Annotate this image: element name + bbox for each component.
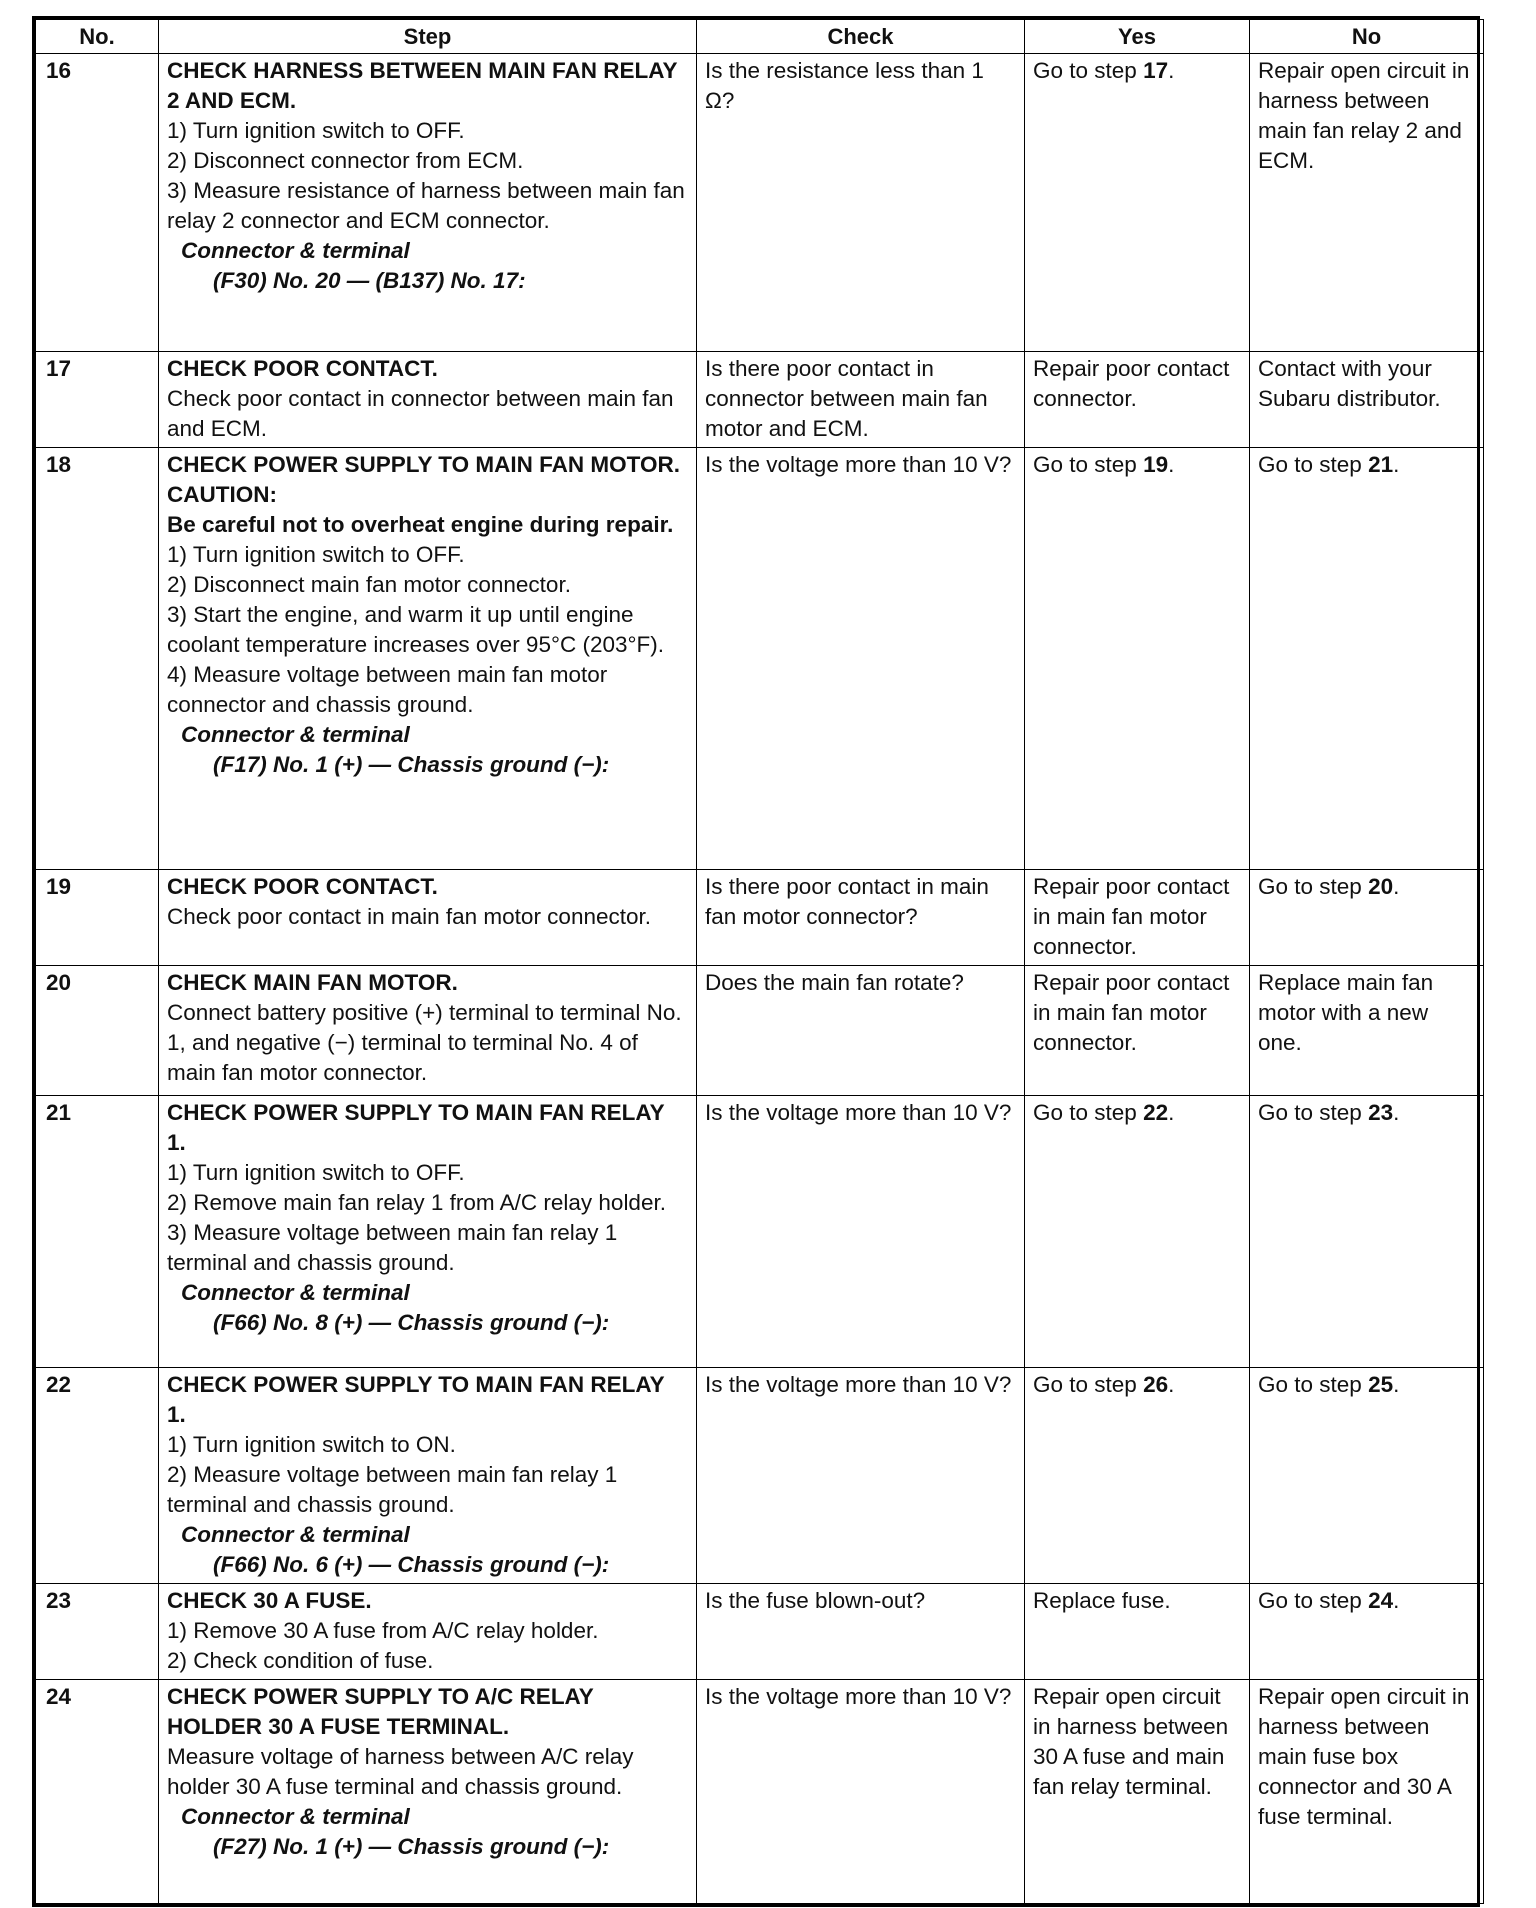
no-cell: Go to step 21.: [1250, 448, 1484, 870]
yes-cell: Go to step 19.: [1025, 448, 1250, 870]
step-instruction: 2) Measure voltage between main fan relay 1 terminal and chassis ground.: [167, 1462, 618, 1517]
yes-action-text: Repair poor contact connector.: [1033, 356, 1230, 411]
diagnostic-table: [35, 19, 1484, 1904]
connector-label: Connector & terminal: [181, 722, 410, 747]
header-no-result: No: [1250, 20, 1484, 54]
step-instruction: 1) Remove 30 A fuse from A/C relay holder.: [167, 1618, 599, 1643]
yes-step-link: 26: [1143, 1372, 1169, 1397]
step-title: CHECK HARNESS BETWEEN MAIN FAN RELAY 2 AND ECM.: [167, 58, 678, 113]
no-action-text: Repair open circuit in harness between main fuse box connector and 30 A fuse terminal.: [1258, 1684, 1470, 1829]
check-cell: Is the resistance less than 1 Ω?: [697, 54, 1025, 352]
step-instruction: 1) Turn ignition switch to OFF.: [167, 542, 465, 567]
yes-cell: [1025, 1584, 1250, 1680]
check-cell: Is the fuse blown-out?: [697, 1584, 1025, 1680]
no-step-link: 24: [1368, 1588, 1394, 1613]
step-instruction: Connect battery positive (+) terminal to terminal No. 1, and negative (−) terminal to terminal No. 4 of main fan motor connector.: [167, 1000, 682, 1085]
no-action-text: Replace main fan motor with a new one.: [1258, 970, 1434, 1055]
step-number: 18: [36, 448, 159, 870]
connector-label: Connector & terminal: [181, 1280, 410, 1305]
terminal-spec: (F30) No. 20 — (B137) No. 17:: [213, 268, 526, 293]
terminal-spec: (F66) No. 8 (+) — Chassis ground (−):: [213, 1310, 610, 1335]
yes-action-text: Repair poor contact in main fan motor connector.: [1033, 874, 1230, 959]
no-action-text: Go to step: [1258, 452, 1362, 477]
step-cell: [159, 1368, 697, 1584]
step-number: 20: [36, 966, 159, 1096]
yes-cell: [1025, 352, 1250, 448]
no-action-text: Repair open circuit in harness between main fan relay 2 and ECM.: [1258, 58, 1470, 173]
table-row: [36, 1680, 1484, 1904]
step-cell: [159, 870, 697, 966]
header-check: Check: [697, 20, 1025, 54]
step-number: 22: [36, 1368, 159, 1584]
step-cell: [159, 966, 697, 1096]
no-cell: Go to step 20.: [1250, 870, 1484, 966]
yes-cell: Go to step 17.: [1025, 54, 1250, 352]
yes-cell: Go to step 26.: [1025, 1368, 1250, 1584]
no-action-text: Go to step: [1258, 1100, 1362, 1125]
yes-action-text: Go to step: [1033, 452, 1137, 477]
step-title: CHECK POWER SUPPLY TO MAIN FAN MOTOR.: [167, 452, 680, 477]
table-row: [36, 1584, 1484, 1680]
step-instruction: Check poor contact in connector between main fan and ECM.: [167, 386, 674, 441]
step-number: 24: [36, 1680, 159, 1904]
terminal-spec: (F66) No. 6 (+) — Chassis ground (−):: [213, 1552, 610, 1577]
check-cell: Is there poor contact in main fan motor connector?: [697, 870, 1025, 966]
diagnostic-table-sheet: [32, 16, 1480, 1907]
table-row: [36, 448, 1484, 870]
table-row: [36, 352, 1484, 448]
no-action-text: Go to step: [1258, 1588, 1362, 1613]
step-title: CHECK POOR CONTACT.: [167, 874, 438, 899]
yes-cell: Go to step 22.: [1025, 1096, 1250, 1368]
connector-label: Connector & terminal: [181, 1804, 410, 1829]
yes-action-text: Repair open circuit in harness between 30 A fuse and main fan relay terminal.: [1033, 1684, 1229, 1799]
step-instruction: Measure voltage of harness between A/C relay holder 30 A fuse terminal and chassis ground.: [167, 1744, 634, 1799]
table-row: [36, 966, 1484, 1096]
yes-action-text: Repair poor contact in main fan motor connector.: [1033, 970, 1230, 1055]
table-row: [36, 1096, 1484, 1368]
step-instruction: 4) Measure voltage between main fan motor connector and chassis ground.: [167, 662, 608, 717]
no-cell: [1250, 54, 1484, 352]
no-cell: Go to step 23.: [1250, 1096, 1484, 1368]
step-cell: [159, 448, 697, 870]
step-title: CHECK POWER SUPPLY TO MAIN FAN RELAY 1.: [167, 1372, 665, 1427]
step-instruction: 2) Disconnect connector from ECM.: [167, 148, 524, 173]
no-cell: Go to step 24.: [1250, 1584, 1484, 1680]
check-cell: Is there poor contact in connector between main fan motor and ECM.: [697, 352, 1025, 448]
step-title: Be careful not to overheat engine during repair.: [167, 512, 674, 537]
check-cell: Is the voltage more than 10 V?: [697, 1096, 1025, 1368]
yes-step-link: 19: [1143, 452, 1169, 477]
yes-action-text: Go to step: [1033, 58, 1137, 83]
step-instruction: 1) Turn ignition switch to ON.: [167, 1432, 456, 1457]
step-title: CHECK 30 A FUSE.: [167, 1588, 372, 1613]
step-title: CHECK POWER SUPPLY TO A/C RELAY HOLDER 30 A FUSE TERMINAL.: [167, 1684, 594, 1739]
step-number: 19: [36, 870, 159, 966]
terminal-spec: (F17) No. 1 (+) — Chassis ground (−):: [213, 752, 610, 777]
terminal-spec: (F27) No. 1 (+) — Chassis ground (−):: [213, 1834, 610, 1859]
header-step: Step: [159, 20, 697, 54]
yes-cell: [1025, 1680, 1250, 1904]
step-instruction: 3) Start the engine, and warm it up until engine coolant temperature increases over 95°C (203°F).: [167, 602, 664, 657]
check-cell: Does the main fan rotate?: [697, 966, 1025, 1096]
no-action-text: Go to step: [1258, 874, 1362, 899]
yes-cell: [1025, 870, 1250, 966]
no-cell: [1250, 1680, 1484, 1904]
step-number: 23: [36, 1584, 159, 1680]
check-cell: Is the voltage more than 10 V?: [697, 1368, 1025, 1584]
step-instruction: Check poor contact in main fan motor connector.: [167, 904, 652, 929]
step-title: CHECK POWER SUPPLY TO MAIN FAN RELAY 1.: [167, 1100, 665, 1155]
no-action-text: Go to step: [1258, 1372, 1362, 1397]
check-cell: Is the voltage more than 10 V?: [697, 448, 1025, 870]
step-title: CAUTION:: [167, 482, 277, 507]
step-instruction: 3) Measure resistance of harness between main fan relay 2 connector and ECM connector.: [167, 178, 685, 233]
header-no: No.: [36, 20, 159, 54]
step-instruction: 1) Turn ignition switch to OFF.: [167, 118, 465, 143]
step-instruction: 2) Disconnect main fan motor connector.: [167, 572, 571, 597]
step-number: 21: [36, 1096, 159, 1368]
yes-action-text: Replace fuse.: [1033, 1588, 1171, 1613]
no-step-link: 25: [1368, 1372, 1394, 1397]
table-body: [36, 54, 1484, 1904]
no-step-link: 20: [1368, 874, 1394, 899]
step-cell: [159, 1096, 697, 1368]
connector-label: Connector & terminal: [181, 1522, 410, 1547]
step-instruction: 2) Check condition of fuse.: [167, 1648, 434, 1673]
yes-action-text: Go to step: [1033, 1372, 1137, 1397]
table-row: [36, 1368, 1484, 1584]
connector-label: Connector & terminal: [181, 238, 410, 263]
no-cell: Go to step 25.: [1250, 1368, 1484, 1584]
no-action-text: Contact with your Subaru distributor.: [1258, 356, 1441, 411]
no-cell: [1250, 352, 1484, 448]
no-step-link: 21: [1368, 452, 1394, 477]
step-title: CHECK MAIN FAN MOTOR.: [167, 970, 458, 995]
step-number: 16: [36, 54, 159, 352]
yes-step-link: 22: [1143, 1100, 1169, 1125]
no-step-link: 23: [1368, 1100, 1394, 1125]
step-title: CHECK POOR CONTACT.: [167, 356, 438, 381]
step-instruction: 3) Measure voltage between main fan relay 1 terminal and chassis ground.: [167, 1220, 618, 1275]
table-row: [36, 54, 1484, 352]
yes-cell: [1025, 966, 1250, 1096]
step-number: 17: [36, 352, 159, 448]
check-cell: Is the voltage more than 10 V?: [697, 1680, 1025, 1904]
header-row: [36, 20, 1484, 54]
step-cell: [159, 1680, 697, 1904]
step-cell: [159, 54, 697, 352]
yes-action-text: Go to step: [1033, 1100, 1137, 1125]
step-instruction: 2) Remove main fan relay 1 from A/C relay holder.: [167, 1190, 666, 1215]
step-instruction: 1) Turn ignition switch to OFF.: [167, 1160, 465, 1185]
no-cell: [1250, 966, 1484, 1096]
step-cell: [159, 1584, 697, 1680]
table-row: [36, 870, 1484, 966]
header-yes: Yes: [1025, 20, 1250, 54]
step-cell: [159, 352, 697, 448]
yes-step-link: 17: [1143, 58, 1169, 83]
